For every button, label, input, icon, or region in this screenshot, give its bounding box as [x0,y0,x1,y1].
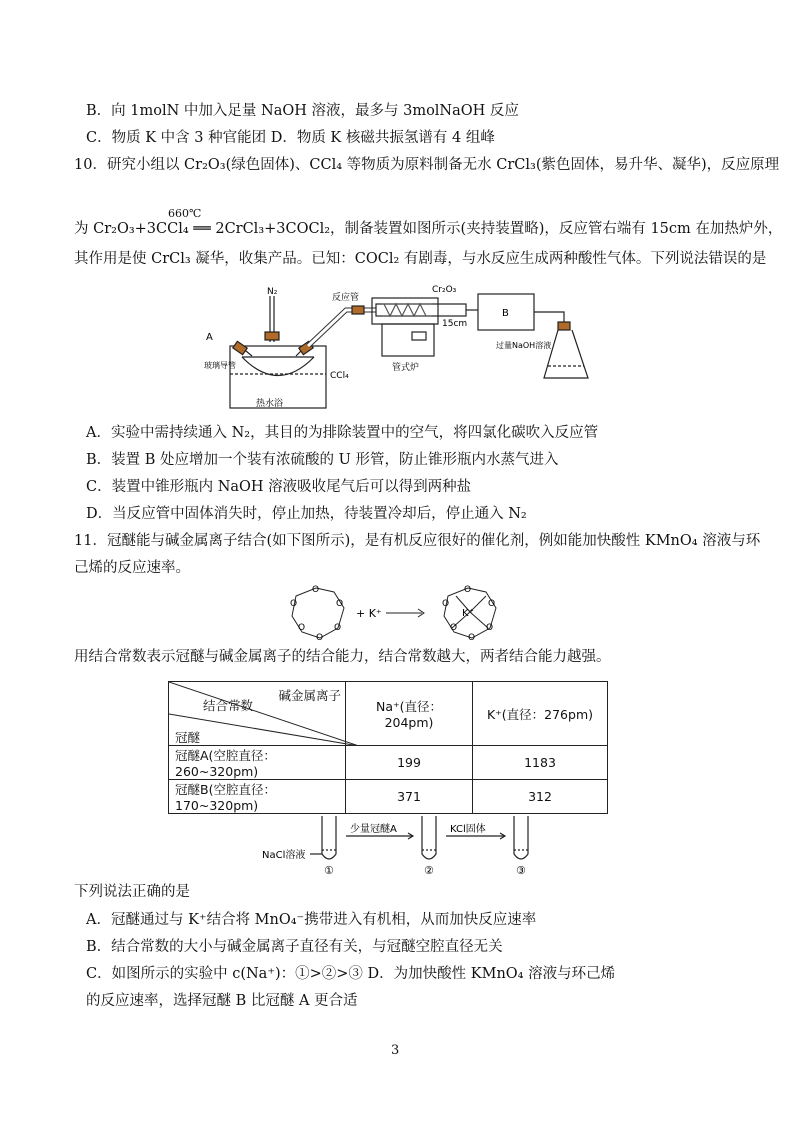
q11-ask: 下列说法正确的是 [74,884,190,900]
tube2-label: ② [424,864,434,877]
q11-stem-line2: 己烯的反应速率。 [74,560,190,576]
arrow2-label: KCl固体 [450,824,486,835]
q10-stem-line1: 10．研究小组以 Cr₂O₃(绿色固体)、CCl₄ 等物质为原料制备无水 CrCl₃(紫色固体，易升华、凝华)，反应原理 [74,157,780,173]
label-bath: 热水浴 [256,399,284,409]
table-corner [169,682,346,746]
svg-text:O: O [450,623,458,633]
q10-option-a: A．实验中需持续通入 N₂，其目的为排除装置中的空气，将四氯化碳吹入反应管 [86,425,599,441]
q11-option-d-cont: 的反应速率，选择冠醚 B 比冠醚 A 更合适 [86,993,358,1009]
svg-text:O: O [336,599,344,609]
svg-text:O: O [334,623,342,633]
tube-1 [322,816,336,859]
tube-3 [514,816,528,859]
q10-condition: 660℃ [168,207,202,220]
nacl-label: NaCl溶液 [262,850,306,861]
erlenmeyer-flask [544,330,588,378]
apparatus-diagram [196,282,596,414]
svg-text:O: O [488,599,496,609]
label-furnace: 管式炉 [392,363,420,373]
arrow1-label: 少量冠醚A [350,824,397,835]
col-k: K⁺(直径：276pm) [473,682,608,746]
q10-option-d: D．当反应管中固体消失时，停止加热，待装置冷却后，停止通入 N₂ [86,506,527,522]
tube1-label: ① [324,864,334,877]
label-a: A [206,332,213,343]
svg-text:O: O [290,599,298,609]
page-number: 3 [391,1043,400,1058]
q10-option-b: B．装置 B 处应增加一个装有浓硫酸的 U 形管，防止锥形瓶内水蒸气进入 [86,452,559,468]
label-ccl4: CCl₄ [330,371,349,381]
q11-note: 用结合常数表示冠醚与碱金属离子的结合能力，结合常数越大，两者结合能力越强。 [74,649,611,665]
label-cr2o3: Cr₂O₃ [432,285,457,295]
tube3-label: ③ [516,864,526,877]
svg-text:O: O [298,623,306,633]
svg-text:O: O [442,599,450,609]
label-15cm: 15cm [442,319,468,329]
k-center: K⁺ [462,608,474,619]
q10-stem-line2: 为 Cr₂O₃+3CCl₄ ══ 2CrCl₃+3COCl₂，制备装置如图所示(夹持装置略)，反应管右端有 15cm 在加热炉外， [74,221,783,237]
test-tube-experiment [262,814,552,878]
svg-text:O: O [486,623,494,633]
col-na: Na⁺(直径：204pm) [346,682,473,746]
crown-ether-reaction [286,582,516,644]
corner-bot: 冠醚 [175,730,201,745]
svg-text:O: O [468,633,476,643]
q11-stem-line1: 11．冠醚能与碱金属离子结合(如下图所示)，是有机反应很好的催化剂，例如能加快酸性 KMnO₄ 溶液与环 [74,533,761,549]
corner-top: 碱金属离子 [278,688,341,703]
label-b: B [502,308,509,319]
q10-option-c: C．装置中锥形瓶内 NaOH 溶液吸收尾气后可以得到两种盐 [86,479,472,495]
svg-text:O: O [316,633,324,643]
table-row: 冠醚A(空腔直径：260~320pm) 199 1183 [169,746,608,780]
label-tube: 反应管 [332,293,360,303]
label-side: 玻璃导管 [204,361,236,370]
binding-constant-table [168,681,608,814]
svg-text:O: O [312,585,320,595]
q9-option-b: B．向 1molN 中加入足量 NaOH 溶液，最多与 3molNaOH 反应 [86,103,519,119]
label-naoh: 过量NaOH溶液 [496,341,552,350]
q9-option-cd: C．物质 K 中含 3 种官能团 D．物质 K 核磁共振氢谱有 4 组峰 [86,130,495,146]
table-row: 冠醚B(空腔直径：170~320pm) 371 312 [169,780,608,814]
q10-stem-line3: 其作用是使 CrCl₃ 凝华，收集产品。已知：COCl₂ 有剧毒，与水反应生成两种酸性气体。下列说法错误的是 [74,251,767,267]
stopper-center [265,332,279,340]
q11-option-b: B．结合常数的大小与碱金属离子直径有关，与冠醚空腔直径无关 [86,939,503,955]
stopper-a [233,341,247,354]
corner-mid: 结合常数 [203,698,254,713]
plus-k: + K⁺ [356,607,382,620]
q11-option-cd: C．如图所示的实验中 c(Na⁺)：①>②>③ D．为加快酸性 KMnO₄ 溶液与环己烯 [86,966,616,982]
label-n2: N₂ [267,287,278,297]
flask [242,357,314,376]
svg-text:O: O [464,585,472,595]
q11-option-a: A．冠醚通过与 K⁺结合将 MnO₄⁻携带进入有机相，从而加快反应速率 [86,912,537,928]
tube-2 [422,816,436,859]
